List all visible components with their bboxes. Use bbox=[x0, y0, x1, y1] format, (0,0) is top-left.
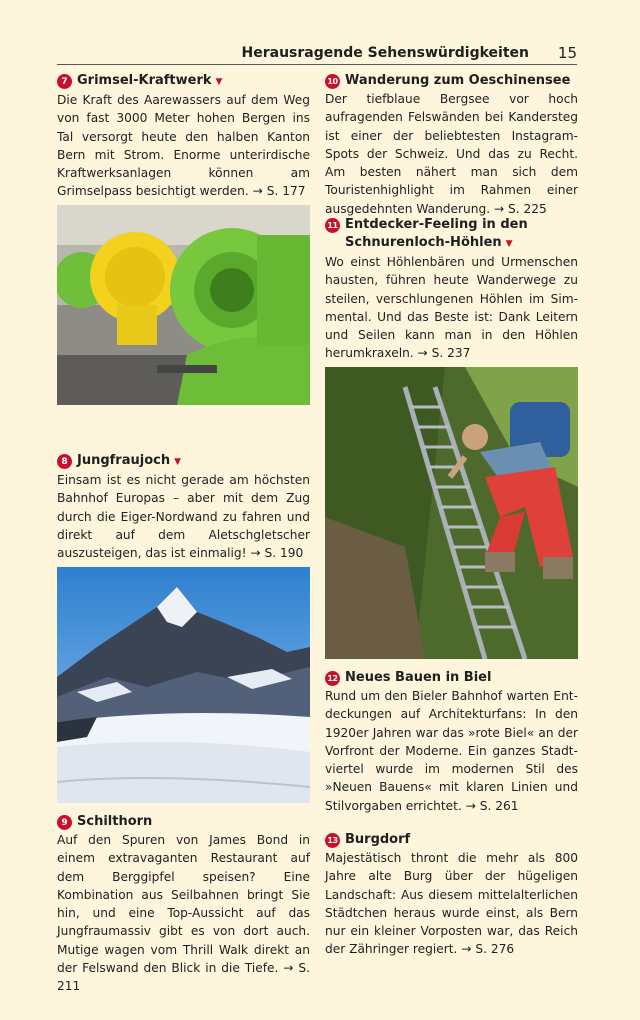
entry-title: Grimsel-Kraftwerk bbox=[77, 73, 212, 88]
entry-neues-bauen-biel bbox=[325, 669, 578, 815]
entry-number-badge: 10 bbox=[325, 74, 340, 89]
entry-grimsel-kraftwerk bbox=[57, 72, 310, 201]
entry-schnurenloch-hoehlen bbox=[325, 216, 578, 363]
triangle-down-icon: ▼ bbox=[215, 77, 223, 87]
entry-number-badge: 9 bbox=[57, 815, 72, 830]
photo-power-plant-turbines bbox=[57, 205, 310, 405]
entry-jungfraujoch bbox=[57, 452, 310, 562]
entry-schilthorn bbox=[57, 813, 310, 996]
entry-text: Der tiefblaue Bergsee vor hoch aufragenden Felswänden bei Kandersteg ist einer der beliebtesten Instagram-Spots der Schweiz. Und das zu Recht. Am besten nähert man sich dem Touristenhighlight im Rahmen einer ausgedehnten Wanderung. → S. 225 bbox=[325, 92, 578, 216]
entry-title: Wanderung zum Oeschinensee bbox=[345, 73, 571, 88]
entry-title: Entdecker-Feeling in den Schnurenloch-Höhlen bbox=[345, 217, 528, 250]
page-number: 15 bbox=[557, 44, 577, 62]
triangle-down-icon: ▼ bbox=[174, 457, 182, 467]
entry-text: Auf den Spuren von James Bond in einem extravaganten Restaurant auf dem Berggipfel speisen? Eine Kombination aus Seilbahnen bringt Sie hin, und eine Top-Aussicht auf das Jungfraumassiv gibt es von dort auch. Mutige wagen vom Thrill Walk direkt an der Felswand den Blick in die Tiefe. → S. 211 bbox=[57, 833, 310, 994]
entry-number-badge: 11 bbox=[325, 218, 340, 233]
entry-number-badge: 7 bbox=[57, 74, 72, 89]
entry-text: Einsam ist es nicht gerade am höchsten Bahnhof Europas – aber mit dem Zug durch die Eiger-Nordwand zu fahren und direkt auf dem Aletschgletscher auszusteigen, das ist einmalig! → S. 190 bbox=[57, 473, 310, 561]
header-title: Herausragende Sehenswürdigkeiten bbox=[241, 45, 529, 61]
entry-text: Rund um den Bieler Bahnhof warten Entdeckungen auf Architekturfans: In den 1920er Jahren war das »rote Biel« an der Vorfront der Moderne. Ein ganzes Stadtviertel wurde im modernen Stil des »Neuen Bauens« mit klaren Linien und Stilvorgaben errichtet. → S. 261 bbox=[325, 689, 578, 813]
entry-oeschinensee bbox=[325, 72, 578, 218]
entry-text: Wo einst Höhlenbären und Urmenschen hausten, führen heute Wanderwege zu steilen, verschlungenen Höhlen im Simmental. Und das Beste ist: Dank Leitern und Seilen kann man in den Höhlen herumkraxeln. → S. 237 bbox=[325, 255, 578, 361]
entry-number-badge: 8 bbox=[57, 454, 72, 469]
entry-burgdorf bbox=[325, 831, 578, 959]
entry-text: Die Kraft des Aarewassers auf dem Weg von fast 3000 Meter hohen Bergen ins Tal versorgt heute den halben Kanton Bern mit Strom. Enorme unterirdische Kraftwerksanlagen können am Grimselpass besichtigt werden. → S. 177 bbox=[57, 93, 310, 199]
entry-number-badge: 12 bbox=[325, 671, 340, 686]
entry-title: Burgdorf bbox=[345, 832, 411, 847]
photo-jungfraujoch-glacier bbox=[57, 567, 310, 803]
triangle-down-icon: ▼ bbox=[505, 239, 513, 249]
entry-title: Schilthorn bbox=[77, 814, 153, 829]
entry-title: Jungfraujoch bbox=[77, 453, 171, 468]
photo-cave-ladder-climber bbox=[325, 367, 578, 659]
entry-title: Neues Bauen in Biel bbox=[345, 670, 492, 685]
entry-number-badge: 13 bbox=[325, 833, 340, 848]
entry-text: Majestätisch thront die mehr als 800 Jahre alte Burg über der hügeligen Landschaft: Aus diesem mittelalterlichen Städtchen heraus wurde einst, als Bern nur ein kleiner Vorposten war, das Reich der Zähringer regiert. → S. 276 bbox=[325, 851, 578, 957]
running-header bbox=[57, 44, 577, 65]
